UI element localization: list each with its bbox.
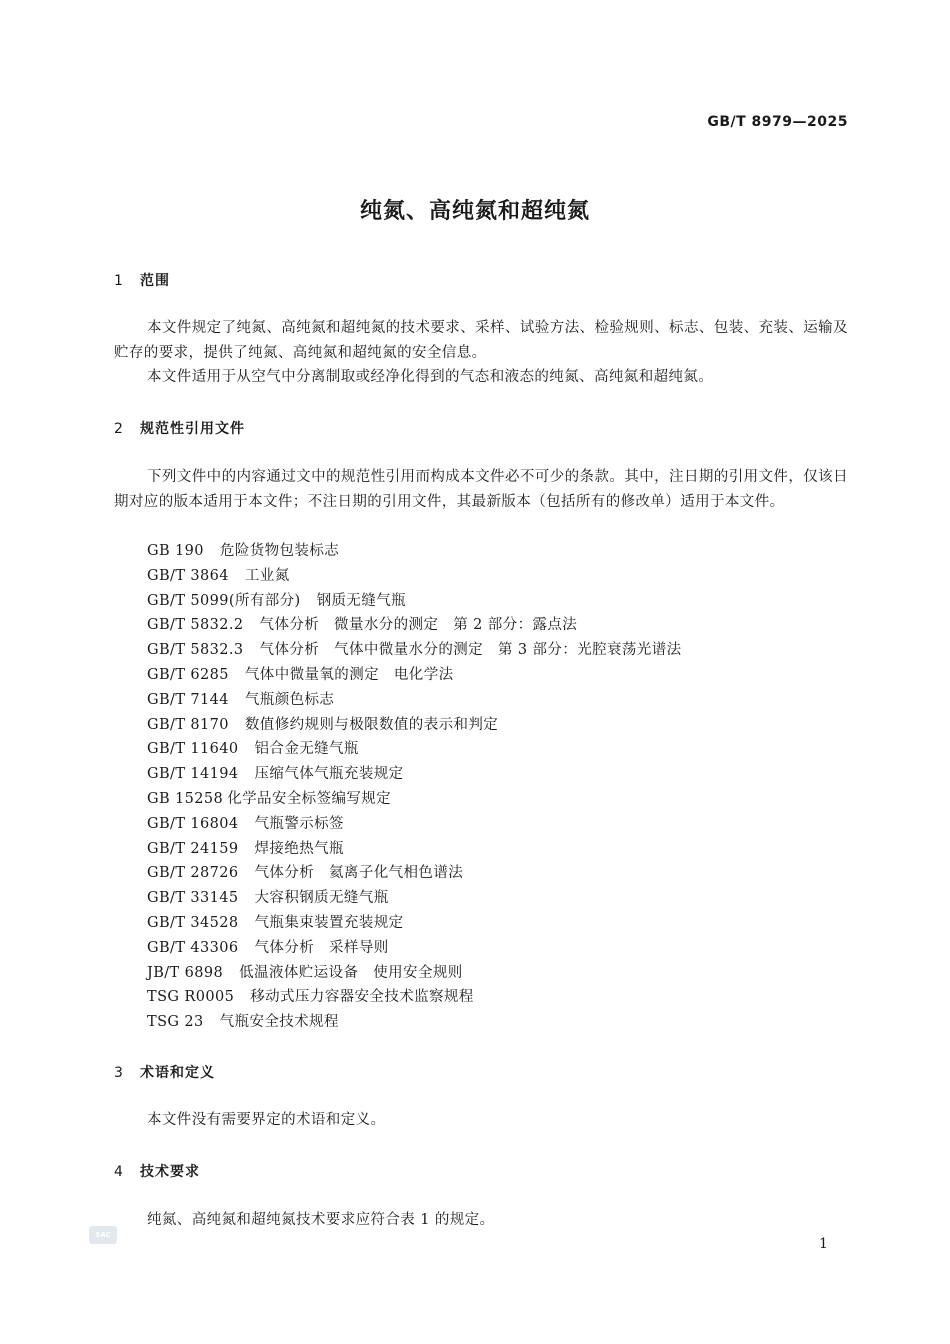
- reference-code: GB/T 5832.2: [147, 617, 244, 634]
- page-number: 1: [819, 1236, 828, 1252]
- reference-code: GB/T 8170: [147, 716, 229, 733]
- reference-item: [147, 564, 682, 589]
- reference-title: 数值修约规则与极限数值的表示和判定: [244, 716, 499, 733]
- reference-code: GB 190: [147, 543, 204, 559]
- reference-title: 工业氮: [244, 567, 290, 584]
- reference-list: [147, 539, 682, 1035]
- reference-code: TSG 23: [147, 1014, 204, 1031]
- reference-code: GB/T 14194: [147, 766, 239, 783]
- section-heading-technical-requirements: [114, 1161, 200, 1181]
- reference-item: [147, 985, 682, 1010]
- scope-paragraph-2: 本文件适用于从空气中分离制取或经净化得到的气态和液态的纯氮、高纯氮和超纯氮。: [147, 369, 714, 385]
- section-title: 术语和定义: [140, 1065, 215, 1081]
- reference-title: 危险货物包装标志: [219, 543, 340, 559]
- reference-item: [147, 911, 682, 936]
- reference-item: [147, 539, 682, 564]
- reference-code: TSG R0005: [147, 989, 235, 1006]
- reference-code: GB/T 16804: [147, 815, 239, 832]
- reference-item: [147, 713, 682, 738]
- reference-code: GB/T 24159: [147, 840, 239, 857]
- reference-title: 移动式压力容器安全技术监察规程: [250, 989, 474, 1006]
- reference-code: GB/T 6285: [147, 666, 229, 683]
- section-heading-normative-references: [114, 418, 245, 438]
- section-number: 4: [114, 1164, 124, 1180]
- section-heading-terms: [114, 1062, 215, 1082]
- reference-item: [147, 861, 682, 886]
- reference-code: GB/T 3864: [147, 567, 229, 584]
- reference-title: 气瓶集束装置充装规定: [254, 914, 404, 931]
- reference-item: [147, 613, 682, 638]
- reference-title: 气瓶颜色标志: [244, 691, 335, 708]
- reference-title: 压缩气体气瓶充装规定: [254, 766, 404, 783]
- section-title: 范围: [140, 273, 170, 289]
- reference-item: [147, 886, 682, 911]
- technical-requirements-paragraph: 纯氮、高纯氮和超纯氮技术要求应符合表 1 的规定。: [147, 1212, 495, 1228]
- reference-title: 化学品安全标签编写规定: [227, 790, 392, 807]
- reference-code: GB/T 7144: [147, 691, 229, 708]
- reference-code: GB/T 5832.3: [147, 642, 244, 659]
- terms-paragraph: 本文件没有需要界定的术语和定义。: [147, 1112, 386, 1128]
- sac-watermark-logo: SAC: [89, 1226, 117, 1244]
- reference-title: 气体分析 氦离子化气相色谱法: [254, 865, 464, 882]
- reference-item: [147, 837, 682, 862]
- references-intro-paragraph: 下列文件中的内容通过文中的规范性引用而构成本文件必不可少的条款。其中，注日期的引用文件，仅该日期对应的版本适用于本文件；不注日期的引用文件，其最新版本（包括所有的修改单）适用于本文件。: [114, 469, 848, 510]
- reference-title: 低温液体贮运设备 使用安全规则: [239, 964, 463, 981]
- reference-title: 钢质无缝气瓶: [316, 592, 407, 609]
- reference-code: JB/T 6898: [147, 964, 224, 981]
- reference-item: [147, 737, 682, 762]
- reference-item: [147, 961, 682, 986]
- reference-code: GB 15258: [147, 790, 224, 807]
- reference-title: 气瓶安全技术规程: [219, 1014, 339, 1031]
- reference-item: [147, 688, 682, 713]
- section-number: 2: [114, 421, 124, 437]
- section-number: 1: [114, 273, 124, 289]
- reference-code: GB/T 33145: [147, 890, 239, 907]
- reference-item: [147, 1010, 682, 1035]
- scope-paragraph-1: 本文件规定了纯氮、高纯氮和超纯氮的技术要求、采样、试验方法、检验规则、标志、包装、充装、运输及贮存的要求，提供了纯氮、高纯氮和超纯氮的安全信息。: [114, 320, 848, 361]
- reference-code: GB/T 43306: [147, 939, 239, 956]
- reference-title: 铝合金无缝气瓶: [254, 741, 359, 758]
- reference-code: GB/T 11640: [147, 741, 239, 758]
- reference-title: 大容积钢质无缝气瓶: [254, 890, 389, 907]
- section-number: 3: [114, 1065, 124, 1081]
- reference-item: [147, 589, 682, 614]
- section-title: 技术要求: [140, 1164, 200, 1180]
- reference-item: [147, 787, 682, 812]
- reference-title: 焊接绝热气瓶: [254, 840, 344, 857]
- reference-title: 气体分析 气体中微量水分的测定 第 3 部分：光腔衰荡光谱法: [259, 642, 682, 659]
- reference-item: [147, 812, 682, 837]
- reference-code: GB/T 5099(所有部分): [147, 592, 301, 609]
- reference-code: GB/T 28726: [147, 865, 239, 882]
- reference-item: [147, 663, 682, 688]
- document-title: 纯氮、高纯氮和超纯氮: [359, 199, 590, 224]
- reference-item: [147, 638, 682, 663]
- reference-title: 气体分析 采样导则: [254, 939, 389, 956]
- reference-title: 气体中微量氧的测定 电化学法: [244, 666, 454, 683]
- reference-item: [147, 762, 682, 787]
- reference-title: 气瓶警示标签: [254, 815, 344, 832]
- reference-title: 气体分析 微量水分的测定 第 2 部分：露点法: [259, 617, 578, 634]
- reference-code: GB/T 34528: [147, 914, 239, 931]
- section-heading-scope: [114, 270, 170, 290]
- section-title: 规范性引用文件: [140, 421, 245, 437]
- standard-code: GB/T 8979—2025: [707, 114, 848, 130]
- reference-item: [147, 936, 682, 961]
